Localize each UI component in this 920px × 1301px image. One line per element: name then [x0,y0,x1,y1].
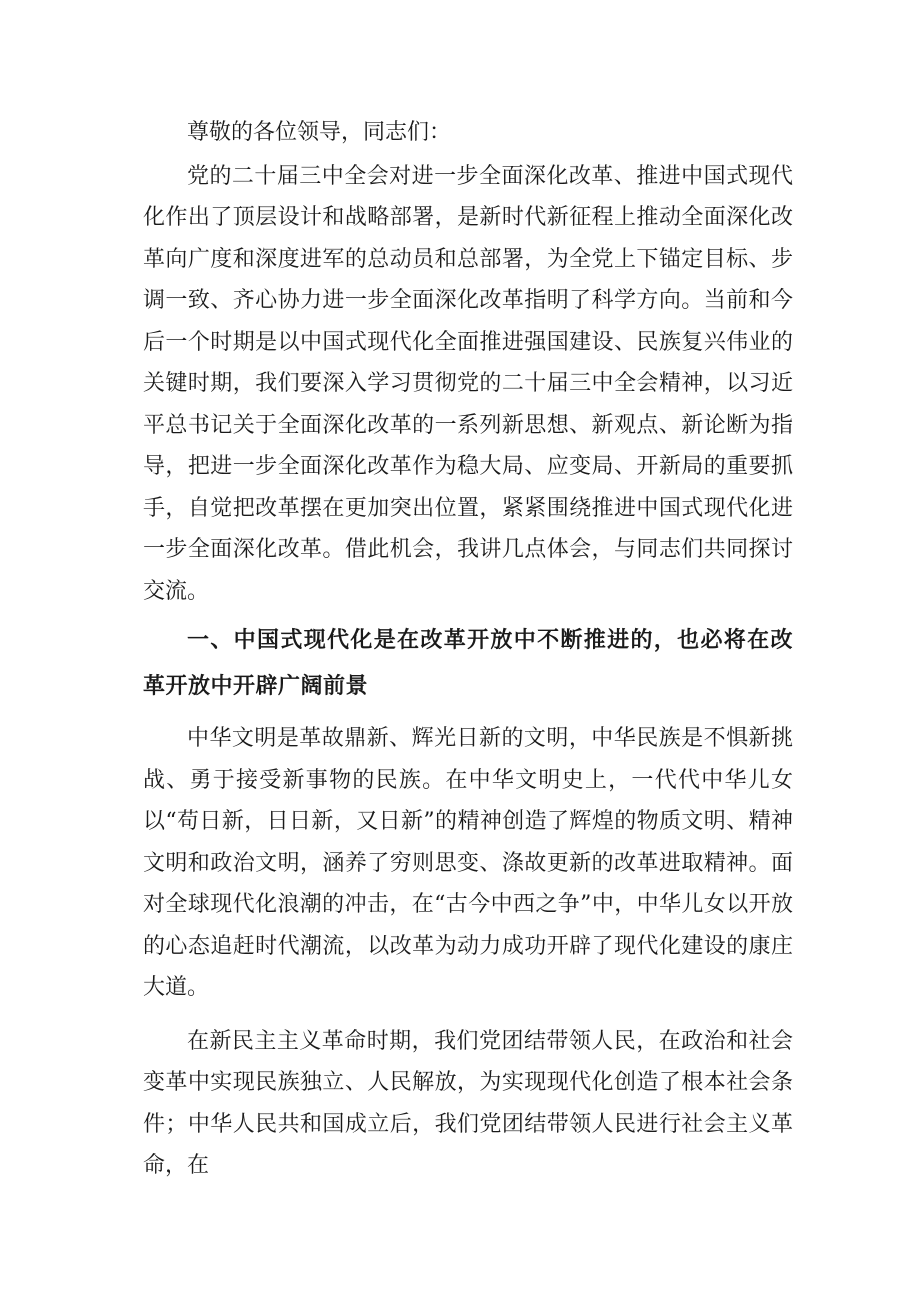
section-paragraph-1: 中华文明是革故鼎新、辉光日新的文明，中华民族是不惧新挑战、勇于接受新事物的民族。在中华文明史上，一代代中华儿女以“苟日新，日日新，又日新”的精神创造了辉煌的物质文明、精神文明和政治文明，涵养了穷则思变、涤故更新的改革进取精神。面对全球现代化浪潮的冲击，在“古今中西之争”中，中华儿女以开放的心态追赶时代潮流，以改革为动力成功开辟了现代化建设的康庄大道。 [143,726,793,1000]
section-heading: 一、中国式现代化是在改革开放中不断推进的，也必将在改革开放中开辟广阔前景 [143,628,793,699]
greeting: 尊敬的各位领导，同志们： [187,120,452,145]
document-body [143,112,793,1187]
intro-paragraph: 党的二十届三中全会对进一步全面深化改革、推进中国式现代化作出了顶层设计和战略部署，是新时代新征程上推动全面深化改革向广度和深度进军的总动员和总部署，为全党上下锚定目标、步调一致、齐心协力进一步全面深化改革指明了科学方向。当前和今后一个时期是以中国式现代化全面推进强国建设、民族复兴伟业的关键时期，我们要深入学习贯彻党的二十届三中全会精神，以习近平总书记关于全面深化改革的一系列新思想、新观点、新论断为指导，把进一步全面深化改革作为稳大局、应变局、开新局的重要抓手，自觉把改革摆在更加突出位置，紧紧围绕推进中国式现代化进一步全面深化改革。借此机会，我讲几点体会，与同志们共同探讨交流。 [143,163,793,604]
section-paragraph-2: 在新民主主义革命时期，我们党团结带领人民，在政治和社会变革中实现民族独立、人民解放，为实现现代化创造了根本社会条件；中华人民共和国成立后，我们党团结带领人民进行社会主义革命，在 [143,1028,793,1178]
